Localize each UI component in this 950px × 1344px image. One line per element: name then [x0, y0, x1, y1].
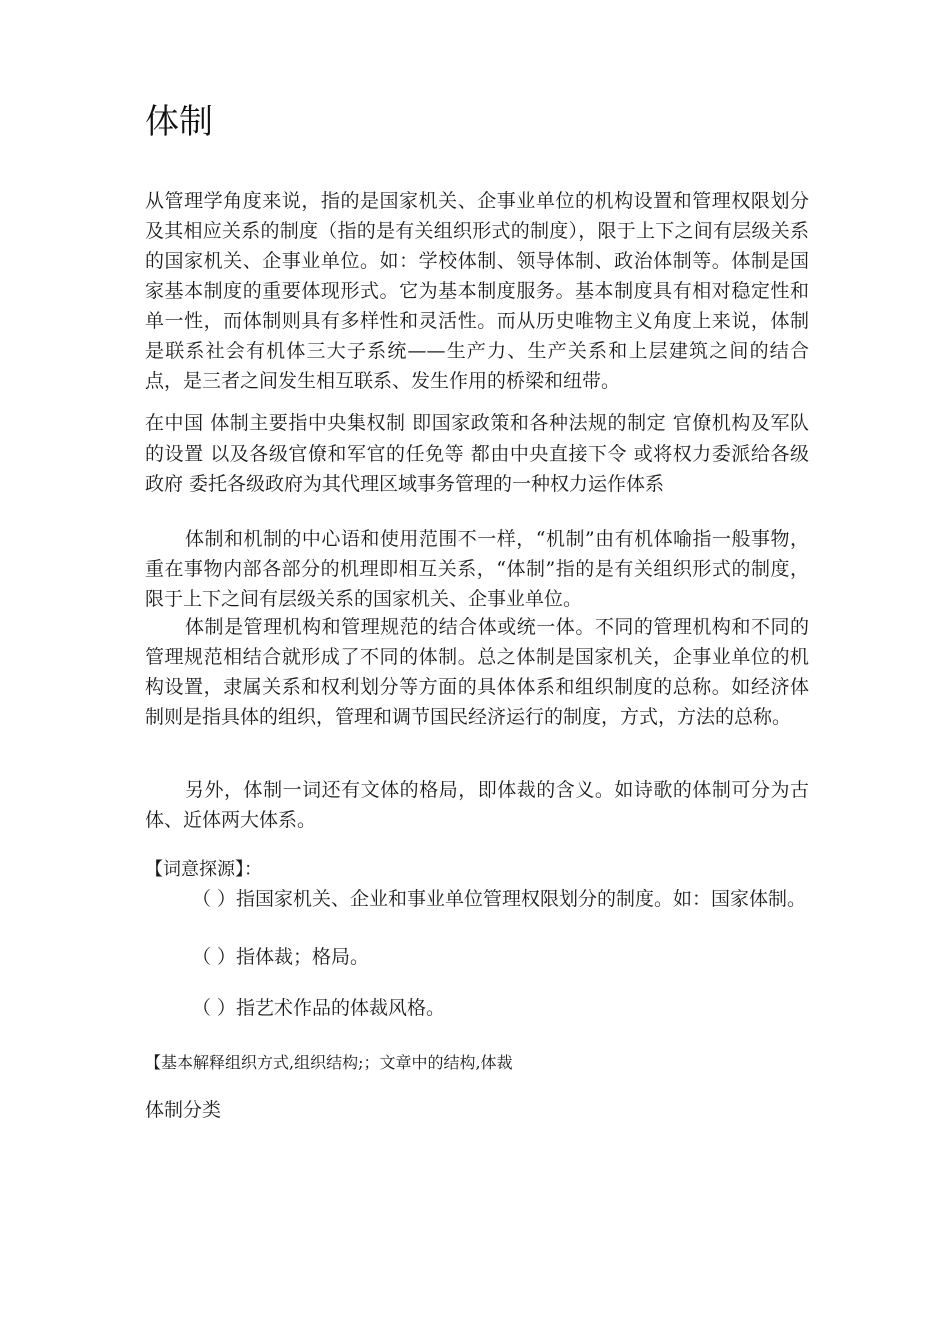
- page-title: 体制: [145, 102, 213, 142]
- etymology-item-1: （ ）指国家机关、企业和事业单位管理权限划分的制度。如：国家体制。: [192, 888, 807, 910]
- etymology-item-2: （ ）指体裁；格局。: [192, 946, 370, 968]
- etymology-item-3: （ ）指艺术作品的体裁风格。: [192, 997, 446, 1019]
- paragraph-literary-meaning: 另外，体制一词还有文体的格局，即体裁的含义。如诗歌的体制可分为古体、近体两大体系。: [145, 779, 809, 831]
- paragraph-system-composition: 体制是管理机构和管理规范的结合体或统一体。不同的管理机构和不同的管理规范相结合就形成了不同的体制。总之体制是国家机关，企事业单位的机构设置，隶属关系和权利划分等方面的具体体系和组织制度的总称。如经济体制则是指具体的组织，管理和调节国民经济运行的制度，方式，方法的总称。: [145, 616, 809, 728]
- paragraph-china-system: 在中国 体制主要指中央集权制 即国家政策和各种法规的制定 官僚机构及军队的设置 以及各级官僚和军官的任免等 都由中央直接下令 或将权力委派给各级政府 委托各级政府为其代理区域事务管理的一种权力运作体系: [145, 412, 809, 495]
- section-heading-classification: 体制分类: [145, 1099, 222, 1121]
- etymology-heading: 【词意探源】：: [145, 859, 262, 880]
- paragraph-management-definition: 从管理学角度来说，指的是国家机关、企事业单位的机构设置和管理权限划分及其相应关系的制度（指的是有关组织形式的制度），限于上下之间有层级关系的国家机关、企事业单位。如：学校体制、领导体制、政治体制等。体制是国家基本制度的重要体现形式。它为基本制度服务。基本制度具有相对稳定性和单一性，而体制则具有多样性和灵活性。而从历史唯物主义角度上来说，体制是联系社会有机体三大子系统——生产力、生产关系和上层建筑之间的结合点，是三者之间发生相互联系、发生作用的桥梁和纽带。: [145, 190, 809, 392]
- basic-explanation: 【基本解释组织方式,组织结构;；文章中的结构,体裁: [145, 1053, 513, 1072]
- paragraph-system-vs-mechanism: 体制和机制的中心语和使用范围不一样，“机制”由有机体喻指一般事物，重在事物内部各部分的机理即相互关系，“体制”指的是有关组织形式的制度，限于上下之间有层级关系的国家机关、企事业单位。: [145, 528, 809, 610]
